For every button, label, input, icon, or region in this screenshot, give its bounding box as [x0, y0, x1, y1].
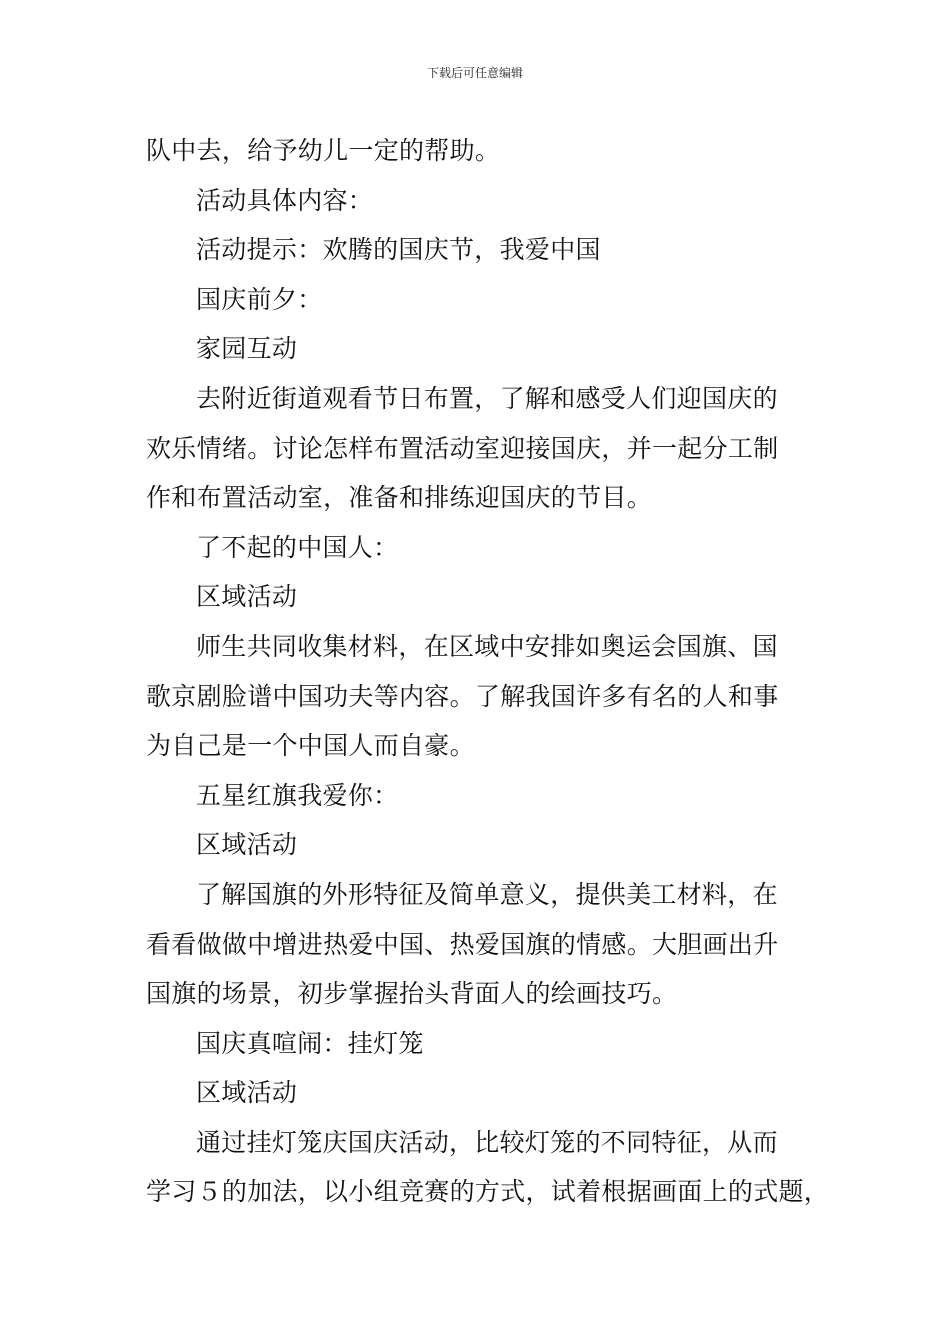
text-line: 国旗的场景，初步掌握抬头背面人的绘画技巧。	[146, 979, 678, 1009]
text-line: 区域活动	[196, 582, 298, 612]
text-line: 区域活动	[196, 1078, 298, 1108]
text-line: 歌京剧脸谱中国功夫等内容。了解我国许多有名的人和事	[146, 681, 779, 711]
page-header: 下载后可任意编辑	[426, 66, 523, 80]
text-line: 五星红旗我爱你：	[196, 780, 399, 810]
text-line: 国庆前夕：	[196, 284, 323, 314]
text-line: 活动具体内容：	[196, 185, 374, 215]
text-line: 欢乐情绪。讨论怎样布置活动室迎接国庆，并一起分工制	[146, 433, 779, 463]
text-line: 了不起的中国人：	[196, 532, 399, 562]
text-line: 了解国旗的外形特征及简单意义，提供美工材料，在	[196, 879, 778, 909]
text-line: 师生共同收集材料，在区域中安排如奥运会国旗、国	[196, 631, 778, 661]
text-line: 队中去，给予幼儿一定的帮助。	[146, 136, 501, 165]
text-line: 家园互动	[196, 334, 298, 364]
text-line: 学习５的加法，以小组竞赛的方式，试着根据画面上的式题，	[146, 1177, 830, 1207]
text-line: 国庆真喧闹：挂灯笼	[196, 1028, 424, 1058]
document-body	[146, 126, 830, 1217]
text-line: 活动提示：欢腾的国庆节，我爱中国	[196, 235, 601, 265]
text-line: 通过挂灯笼庆国庆活动，比较灯笼的不同特征，从而	[196, 1127, 778, 1157]
text-line: 去附近街道观看节日布置，了解和感受人们迎国庆的	[196, 383, 778, 413]
text-line: 区域活动	[196, 830, 298, 860]
text-line: 作和布置活动室，准备和排练迎国庆的节目。	[146, 483, 653, 513]
text-line: 为自己是一个中国人而自豪。	[146, 731, 475, 761]
text-line: 看看做做中增进热爱中国、热爱国旗的情感。大胆画出升	[146, 929, 779, 959]
